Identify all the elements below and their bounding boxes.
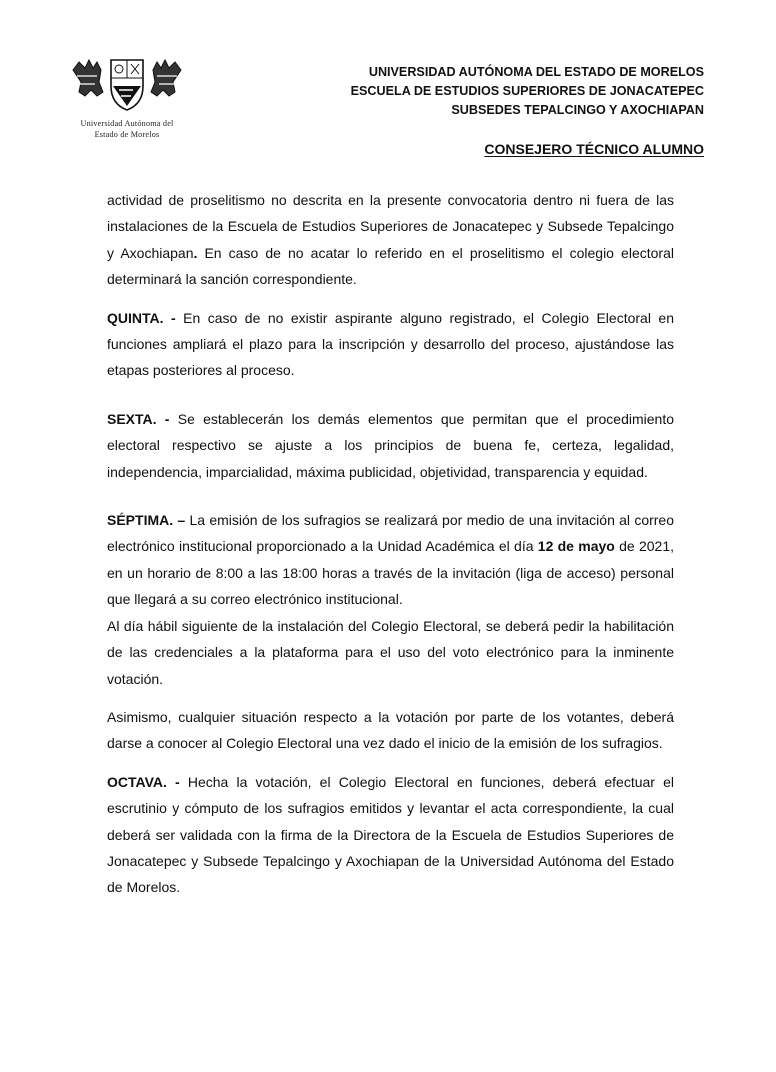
septima-text1: La emisión de los sufragios se realizará por medio de una invitación al correo electrónico institucional proporcionado a la Unidad Académica el día	[107, 512, 675, 555]
institution-line1: UNIVERSIDAD AUTÓNOMA DEL ESTADO DE MORELOS	[368, 65, 704, 79]
septima-date: 12 de mayo	[537, 538, 615, 555]
septima-text2: de 2021, en un horario de 8:00 a las 18:00 horas a través de la invitación (liga de acceso) personal que llegará a su correo electrónico institucional.	[107, 538, 674, 608]
institution-line2: ESCUELA DE ESTUDIOS SUPERIORES DE JONACATEPEC	[350, 84, 704, 98]
clause-quinta	[107, 305, 674, 384]
university-crest-icon	[67, 56, 187, 114]
septima-label: SÉPTIMA. –	[107, 512, 186, 529]
sexta-label: SEXTA. -	[107, 410, 170, 427]
logo-caption	[62, 118, 192, 140]
quinta-text: En caso de no existir aspirante alguno registrado, el Colegio Electoral en funciones ampliará el plazo para la inscripción y desarrollo del proceso, ajustándose las etapas posteriores al proceso.	[107, 309, 674, 379]
clause-sexta	[107, 406, 674, 485]
council-title: CONSEJERO TÉCNICO ALUMNO	[484, 141, 704, 157]
document-body	[107, 187, 674, 901]
university-logo	[62, 56, 192, 140]
sexta-text: Se establecerán los demás elementos que permitan que el procedimiento electoral respectivo se ajuste a los principios de buena fe, certeza, legalidad, independencia, imparcialidad, máxima publicidad, objetividad, transparencia y equidad.	[107, 410, 675, 480]
logo-caption-line1: Universidad Autónoma del	[80, 119, 174, 128]
p1-text2: En caso de no acatar lo referido en el proselitismo el colegio electoral determinará la sanción correspondiente.	[107, 244, 674, 288]
p1-text: actividad de proselitismo no descrita en la presente convocatoria dentro ni fuera de las instalaciones de la Escuela de Estudios Superiores de Jonacatepec y Subsede Tepalcingo y Axochiapan	[107, 192, 674, 261]
p1-dot: .	[193, 244, 198, 261]
institution-line3: SUBSEDES TEPALCINGO Y AXOCHIAPAN	[451, 103, 704, 117]
page-header	[0, 0, 776, 190]
octava-text: Hecha la votación, el Colegio Electoral en funciones, deberá efectuar el escrutinio y cómputo de los sufragios emitidos y levantar el acta correspondiente, la cual deberá ser validada con la firma de la Directora de la Escuela de Estudios Superiores de Jonacatepec y Subsede Tepalcingo y Axochiapan de la Universidad Autónoma del Estado de Morelos.	[107, 773, 675, 896]
paragraph-proselitismo	[107, 187, 674, 293]
quinta-label: QUINTA. -	[107, 309, 176, 326]
septima-paragraph-2: Al día hábil siguiente de la instalación del Colegio Electoral, se deberá pedir la habilitación de las credenciales a la plataforma para el uso del voto electrónico para la inminente votación.	[107, 617, 674, 687]
octava-label: OCTAVA. -	[107, 773, 180, 790]
septima-paragraph-3: Asimismo, cualquier situación respecto a la votación por parte de los votantes, deberá darse a conocer al Colegio Electoral una vez dado el inicio de la emisión de los sufragios.	[107, 708, 674, 752]
clause-septima	[107, 507, 674, 613]
institution-heading	[351, 63, 704, 120]
clause-octava	[107, 769, 674, 901]
logo-caption-line2: Estado de Morelos	[94, 130, 160, 139]
